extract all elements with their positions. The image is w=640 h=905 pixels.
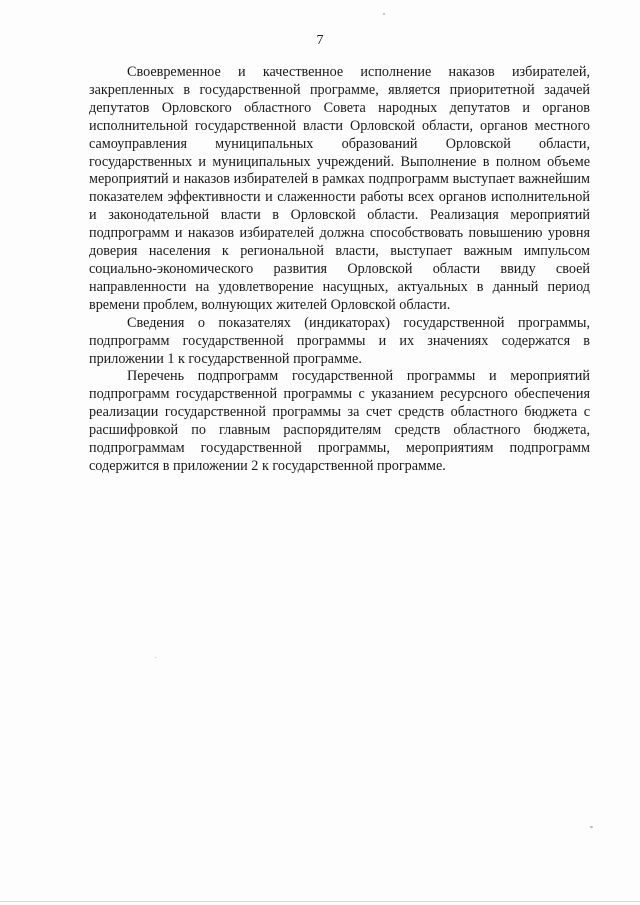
- scan-speck: [590, 826, 593, 828]
- page-number: 7: [316, 33, 324, 48]
- scan-speck: [155, 657, 156, 658]
- paragraph-indicators: Сведения о показателях (индикаторах) государственной программы, подпрограмм государственной программы и их значениях содержатся в приложении 1 к государственной программе.: [89, 314, 590, 367]
- scan-speck: [383, 13, 385, 15]
- document-body: [89, 64, 590, 476]
- scan-bottom-edge: [0, 901, 640, 902]
- paragraph-voter-mandates: Своевременное и качественное исполнение наказов избирателей, закрепленных в государственной программе, является приоритетной задачей депутатов Орловского областного Совета народных депутатов и органов исполнительной государственной власти Орловской области, органов местного самоуправления муниципальных образований Орловской области, государственных и муниципальных учреждений. Выполнение в полном объеме мероприятий и наказов избирателей в рамках подпрограмм выступает важнейшим показателем эффективности и слаженности работы всех органов исполнительной и законодательной власти в Орловской области. Реализация мероприятий подпрограмм и наказов избирателей должна способствовать повышению уровня доверия населения к региональной власти, выступает важным импульсом социально-экономического развития Орловской области ввиду своей направленности на удовлетворение насущных, актуальных в данный период времени проблем, волнующих жителей Орловской области.: [89, 64, 590, 313]
- paragraph-subprogram-list: Перечень подпрограмм государственной программы и мероприятий подпрограмм государственной программы с указанием ресурсного обеспечения реализации государственной программы за счет средств областного бюджета с расшифровкой по главным распорядителям средств областного бюджета, подпрограммам государственной программы, мероприятиям подпрограмм содержится в приложении 2 к государственной программе.: [89, 368, 590, 474]
